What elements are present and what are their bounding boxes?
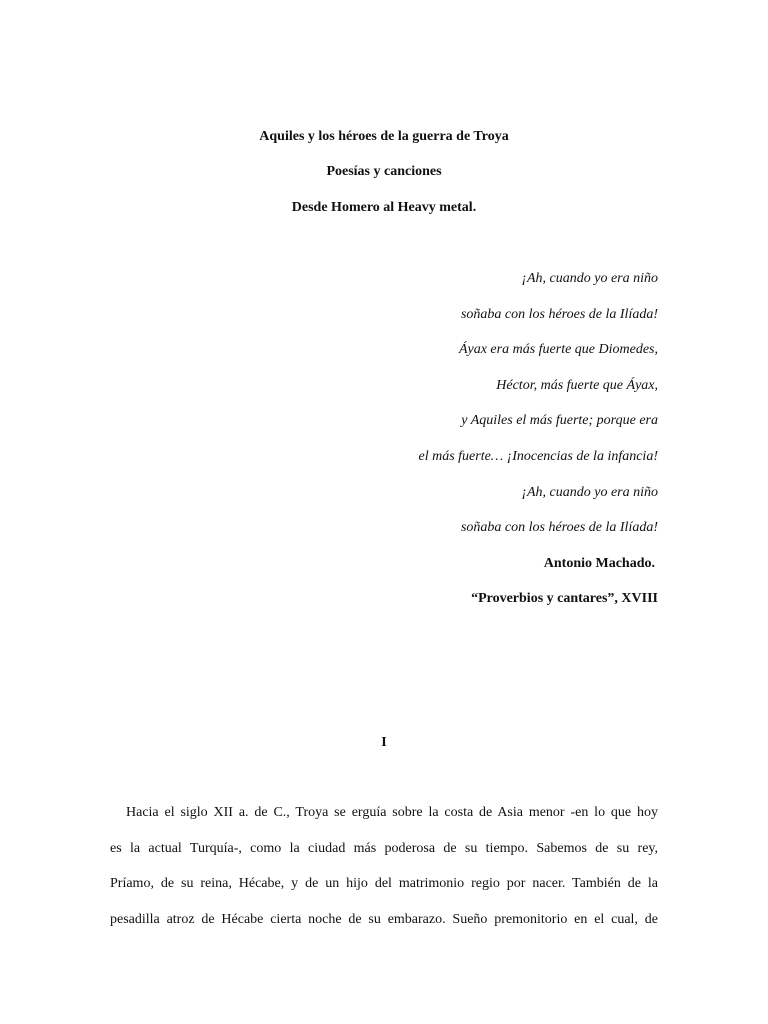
epigraph-line: Áyax era más fuerte que Diomedes,	[458, 342, 658, 358]
epigraph-line: y Aquiles el más fuerte; porque era	[461, 413, 658, 429]
body-paragraph	[110, 804, 658, 947]
document-tagline: Desde Homero al Heavy metal.	[291, 200, 477, 215]
epigraph-source: “Proverbios y cantares”, XVIII	[471, 591, 658, 607]
document-subtitle: Poesías y canciones	[326, 164, 442, 179]
epigraph-line: soñaba con los héroes de la Ilíada!	[460, 520, 658, 536]
epigraph-line: el más fuerte… ¡Inocencias de la infancia!	[418, 448, 658, 464]
epigraph	[138, 270, 658, 626]
epigraph-line: ¡Ah, cuando yo era niño	[521, 271, 658, 286]
epigraph-line: soñaba con los héroes de la Ilíada!	[460, 306, 658, 322]
paragraph-line: Hacia el siglo XII a. de C., Troya se erguía sobre la costa de Asia menor -en lo que hoy	[126, 805, 658, 820]
paragraph-line: Príamo, de su reina, Hécabe, y de un hijo del matrimonio regio por nacer. También de la	[110, 876, 658, 892]
epigraph-line: ¡Ah, cuando yo era niño	[521, 484, 658, 500]
document-title: Aquiles y los héroes de la guerra de Troya	[259, 129, 509, 144]
paragraph-line: es la actual Turquía-, como la ciudad más poderosa de su tiempo. Sabemos de su rey,	[110, 840, 658, 856]
epigraph-line: Héctor, más fuerte que Áyax,	[496, 377, 658, 393]
epigraph-author: Antonio Machado.	[543, 555, 655, 571]
paragraph-line: pesadilla atroz de Hécabe cierta noche de su embarazo. Sueño premonitorio en el cual, de	[110, 912, 658, 928]
section-heading: I	[381, 735, 387, 750]
